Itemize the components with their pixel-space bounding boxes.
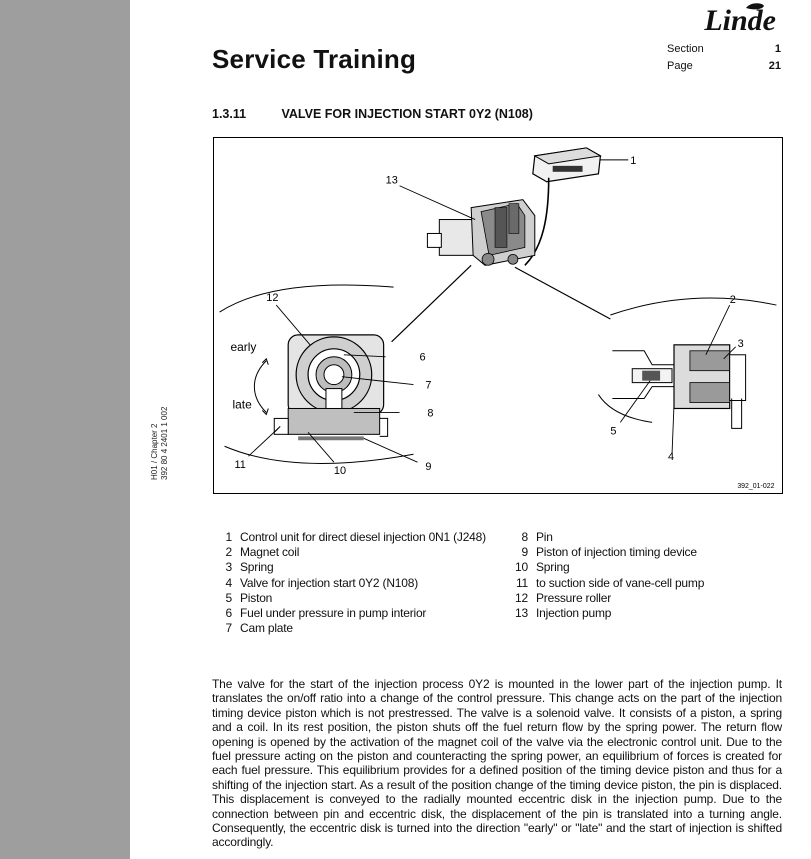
late-label: late: [232, 397, 252, 412]
legend-item: 7 Cam plate: [225, 621, 293, 636]
legend-item: 1 Control unit for direct diesel injection 0N1 (J248): [225, 530, 486, 544]
legend-item: 9 Piston of injection timing device: [521, 545, 697, 560]
legend-item: 2 Magnet coil: [225, 545, 300, 560]
section-heading: [212, 107, 533, 121]
heading-number: 1.3.11: [212, 107, 247, 121]
callout-7: 7: [425, 379, 432, 392]
legend-item: 3 Spring: [225, 560, 274, 575]
document-code: H01 / Chapter 2 392 80 4 2401 1 002: [150, 406, 169, 480]
page-value: 21: [768, 60, 781, 72]
callout-10: 10: [333, 465, 347, 478]
body-paragraph: The valve for the start of the injection process 0Y2 is mounted in the lower part of the injection pump. It translates the on/off ratio into a change of the control pressure. This change acts on the part of the injection timing device piston which is not prestressed. The valve is a solenoid valve. It consists of a piston, a spring and a coil. In its rest position, the piston shuts off the fuel return flow by the spring power. The return flow opening is opened by the activation of the magnet coil of the valve via the electronic control unit. Due to the fuel pressure acting on the piston and counteracting the spring power, an equilibrium of forces is created for each fuel pressure. This equilibrium provides for a defined position of the timing device piston and thus for a shifting of the injection start. As a result of the position change of the timing device piston, the pin is displaced. This displacement is conveyed to the radially mounted eccentric disk in the injection pump. Due to the connection between pin and eccentric disk, the displacement of the pin is translated into a turning angle. Consequently, the eccentric disk is turned into the direction "early" or "late" and the start of injection is shifted accordingly.: [212, 677, 782, 850]
legend-right: [510, 530, 704, 621]
linde-logo: [658, 2, 778, 36]
legend-item: 5 Piston: [225, 590, 273, 605]
heading-text: VALVE FOR INJECTION START 0Y2 (N108): [281, 107, 533, 121]
legend-left: [214, 530, 486, 636]
callout-12: 12: [266, 292, 279, 305]
section-value: 1: [774, 43, 781, 55]
legend-item: 4 Valve for injection start 0Y2 (N108): [225, 575, 418, 590]
timing-device-drawing: [225, 335, 414, 464]
callout-13: 13: [385, 174, 398, 187]
callout-4: 4: [668, 451, 675, 464]
callout-6: 6: [419, 351, 426, 364]
svg-text:Linde: Linde: [704, 4, 776, 36]
gray-sidebar: [0, 0, 130, 859]
legend-item: 8 Pin: [521, 530, 553, 544]
figure-ref: 392_01-022: [737, 483, 775, 491]
section-label: Section: [667, 43, 704, 55]
legend-item: 6 Fuel under pressure in pump interior: [225, 606, 427, 621]
section-page-info: [667, 41, 781, 75]
page-title: Service Training: [212, 44, 417, 74]
injection-pump-drawing: [427, 200, 534, 266]
callout-11: 11: [234, 459, 246, 472]
valve-drawing: [598, 345, 745, 429]
callout-2: 2: [729, 294, 736, 307]
legend-item: 10 Spring: [515, 560, 570, 575]
control-unit-drawing: [525, 148, 601, 265]
page-label: Page: [667, 60, 693, 72]
callout-3: 3: [737, 337, 744, 350]
callout-8: 8: [427, 407, 434, 420]
valve-diagram: [213, 137, 783, 494]
callout-5: 5: [610, 425, 617, 438]
early-label: early: [230, 339, 257, 354]
callout-1: 1: [630, 154, 637, 167]
legend-item: 12 Pressure roller: [515, 590, 612, 605]
legend-item: 11 to suction side of vane-cell pump: [515, 575, 705, 590]
callout-9: 9: [425, 461, 432, 474]
legend-item: 13 Injection pump: [515, 606, 612, 621]
